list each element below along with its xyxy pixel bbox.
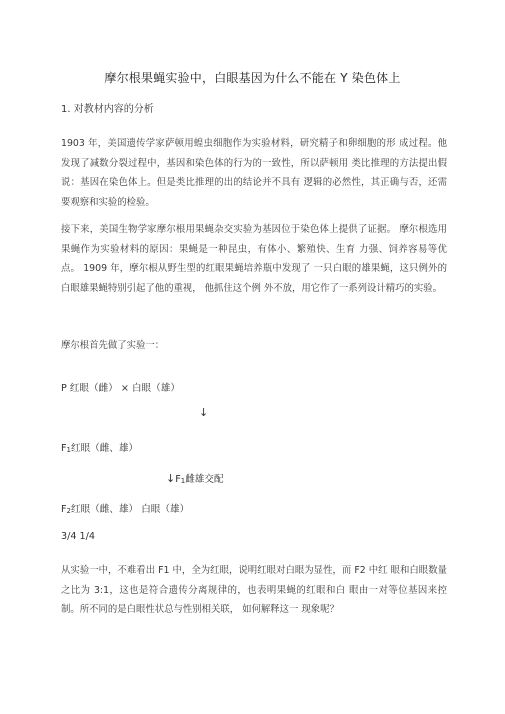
down-arrow-icon: ↓ [166, 472, 176, 485]
paragraph-sutton: 1903 年，美国遗传学家萨顿用蝗虫细胞作为实验材料，研究精子和卵细胞的形 成过程。他发现了减数分裂过程中，基因和染色体的行为的一致性，所以萨顿用 类比推理的方法提出假说：基因在染色体上。但是类比推理的出的结论并不具有 逻辑的必然性，其正确与否，还需要观察和实验的检验。 [61, 138, 447, 208]
f1-cross-text: 雌雄交配 [185, 474, 224, 485]
f2-sub: 2 [66, 507, 71, 515]
f2-prefix: F [61, 504, 67, 515]
experiment-f2-line [61, 501, 189, 515]
paragraph-morgan: 接下来，美国生物学家摩尔根用果蝇杂交实验为基因位于染色体上提供了证据。 摩尔根选用果蝇作为实验材料的原因：果蝇是一种昆虫，有体小、繁殖快、生育 力强、饲养容易等优点。 1909 年，摩尔根从野生型的红眼果蝇培养瓶中发现了 一只白眼的雄果蝇，这只例外的白眼雄果蝇特别引起了他的重视， 他抓住这个例 外不放，用它作了一系列设计精巧的实验。 [61, 224, 447, 294]
f2-text: 红眼（雌、雄） 白眼（雄） [71, 504, 190, 515]
document-title: 摩尔根果蝇实验中，白眼基因为什么不能在 Y 染色体上 [104, 71, 401, 85]
experiment-f1-line [61, 440, 138, 454]
paragraph-experiment-intro: 摩尔根首先做了实验一： [61, 340, 165, 351]
f1-sub: 1 [66, 446, 71, 454]
paragraph-conclusion: 从实验一中，不难看出 F1 中，全为红眼，说明红眼对白眼为显性，而 F2 中红 眼和白眼数量之比为 3:1，这也是符合遗传分离规律的，也表明果蝇的红眼和白 眼由一对等位基因来控制。所不同的是白眼性状总与性别相关联， 如何解释这一 现象呢？ [61, 565, 447, 615]
f1-prefix: F [61, 443, 67, 454]
section-heading: 1. 对教材内容的分析 [61, 104, 154, 115]
f1-cross-prefix: F [175, 474, 181, 485]
experiment-ratio: 3/4 1/4 [61, 531, 95, 542]
f1-text: 红眼（雌、雄） [71, 443, 139, 454]
f1-cross-sub: 1 [180, 477, 186, 485]
down-arrow-icon: ↓ [199, 406, 209, 419]
experiment-p-line: P 红眼（雌） × 白眼（雄） [61, 383, 180, 394]
experiment-f1-cross-line [166, 471, 224, 485]
